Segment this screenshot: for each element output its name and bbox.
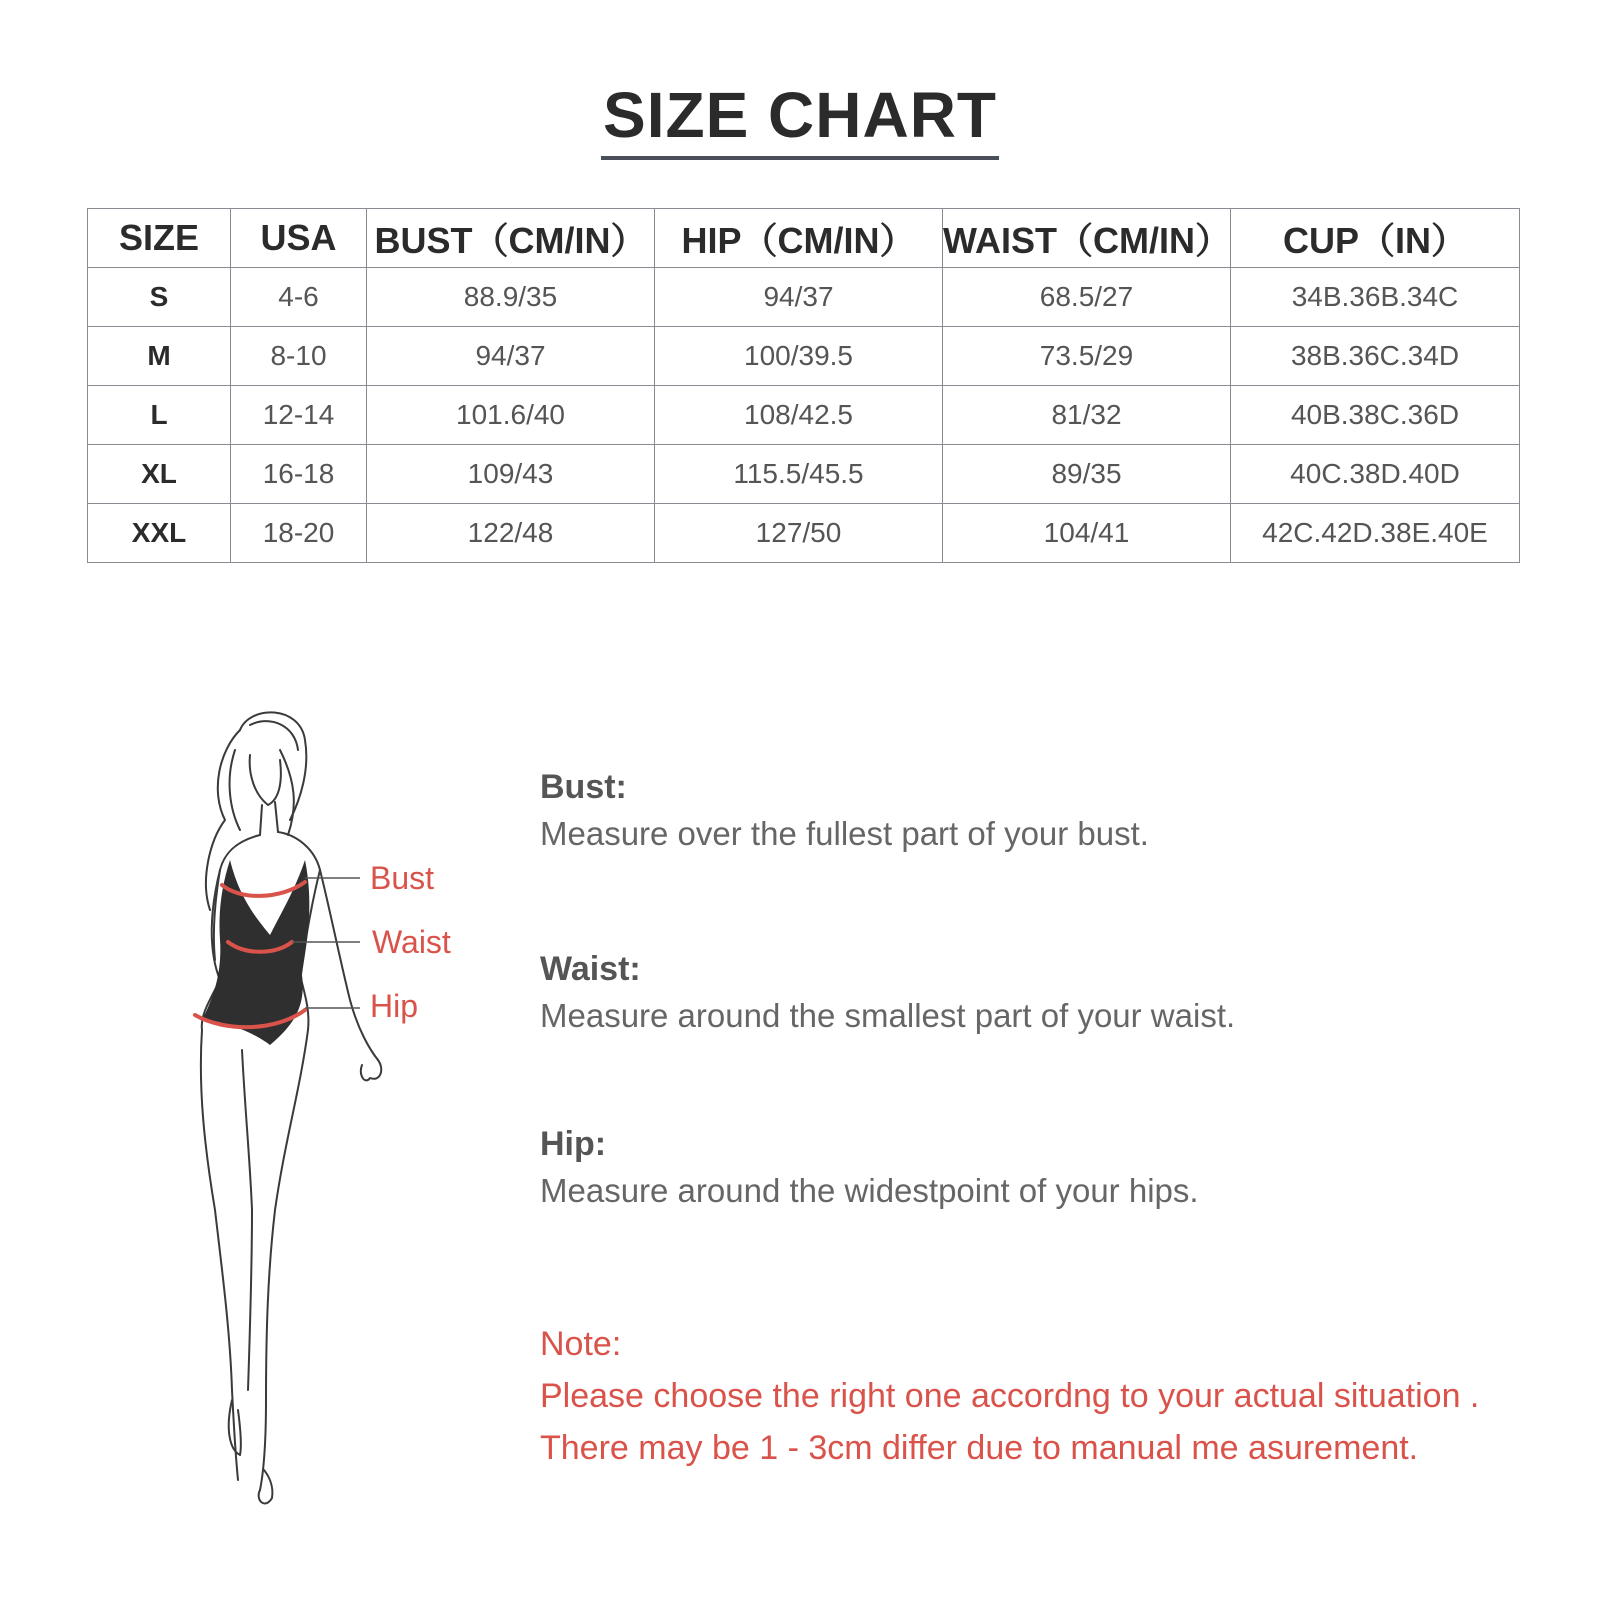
table-row (88, 386, 1520, 445)
table-cell: 109/43 (367, 445, 655, 504)
table-cell: S (88, 268, 231, 327)
table-cell: 38B.36C.34D (1231, 327, 1520, 386)
waist-instruction (540, 950, 1560, 1035)
measurement-figure (180, 710, 480, 1530)
table-cell: M (88, 327, 231, 386)
table-cell: 94/37 (655, 268, 943, 327)
column-header-cup: CUP（IN） (1231, 209, 1520, 268)
table-row (88, 504, 1520, 563)
column-header-bust: BUST（CM/IN） (367, 209, 655, 268)
note-line-2: There may be 1 - 3cm differ due to manual me asurement. (540, 1429, 1419, 1467)
table-cell: 12-14 (231, 386, 367, 445)
page-title (0, 78, 1600, 160)
table-cell: 94/37 (367, 327, 655, 386)
figure-label-hip: Hip (370, 988, 419, 1024)
table-cell: 104/41 (943, 504, 1231, 563)
waist-text: Measure around the smallest part of your waist. (540, 997, 1236, 1034)
table-cell: 127/50 (655, 504, 943, 563)
table-header-row (88, 209, 1520, 268)
figure-label-waist: Waist (372, 924, 451, 960)
table-cell: 4-6 (231, 268, 367, 327)
table-cell: 101.6/40 (367, 386, 655, 445)
table-cell: L (88, 386, 231, 445)
column-header-hip: HIP（CM/IN） (655, 209, 943, 268)
hip-text: Measure around the widestpoint of your hips. (540, 1172, 1199, 1209)
note-line-1: Please choose the right one accordng to your actual situation . (540, 1377, 1480, 1415)
bust-heading: Bust: (540, 768, 627, 806)
table-cell: 115.5/45.5 (655, 445, 943, 504)
table-row (88, 445, 1520, 504)
table-cell: 40C.38D.40D (1231, 445, 1520, 504)
column-header-waist: WAIST（CM/IN） (943, 209, 1231, 268)
hip-instruction (540, 1125, 1560, 1210)
table-cell: XL (88, 445, 231, 504)
table-cell: 122/48 (367, 504, 655, 563)
note-block (540, 1318, 1580, 1474)
bust-text: Measure over the fullest part of your bust. (540, 815, 1149, 852)
woman-figure-illustration (180, 710, 480, 1530)
table-cell: 88.9/35 (367, 268, 655, 327)
figure-label-bust: Bust (370, 860, 435, 896)
table-cell: 18-20 (231, 504, 367, 563)
table-cell: 34B.36B.34C (1231, 268, 1520, 327)
table-cell: 108/42.5 (655, 386, 943, 445)
table-cell: 8-10 (231, 327, 367, 386)
table-cell: 16-18 (231, 445, 367, 504)
table-cell: 40B.38C.36D (1231, 386, 1520, 445)
table-row (88, 268, 1520, 327)
waist-heading: Waist: (540, 950, 641, 988)
size-table (87, 208, 1520, 563)
table-cell: 89/35 (943, 445, 1231, 504)
column-header-size: SIZE (88, 209, 231, 268)
page-title-text: SIZE CHART (601, 78, 999, 160)
table-cell: 73.5/29 (943, 327, 1231, 386)
table-cell: 81/32 (943, 386, 1231, 445)
note-heading: Note: (540, 1325, 622, 1363)
table-cell: XXL (88, 504, 231, 563)
column-header-usa: USA (231, 209, 367, 268)
hip-heading: Hip: (540, 1125, 607, 1163)
table-cell: 68.5/27 (943, 268, 1231, 327)
bust-instruction (540, 768, 1560, 853)
table-cell: 100/39.5 (655, 327, 943, 386)
table-cell: 42C.42D.38E.40E (1231, 504, 1520, 563)
table-row (88, 327, 1520, 386)
